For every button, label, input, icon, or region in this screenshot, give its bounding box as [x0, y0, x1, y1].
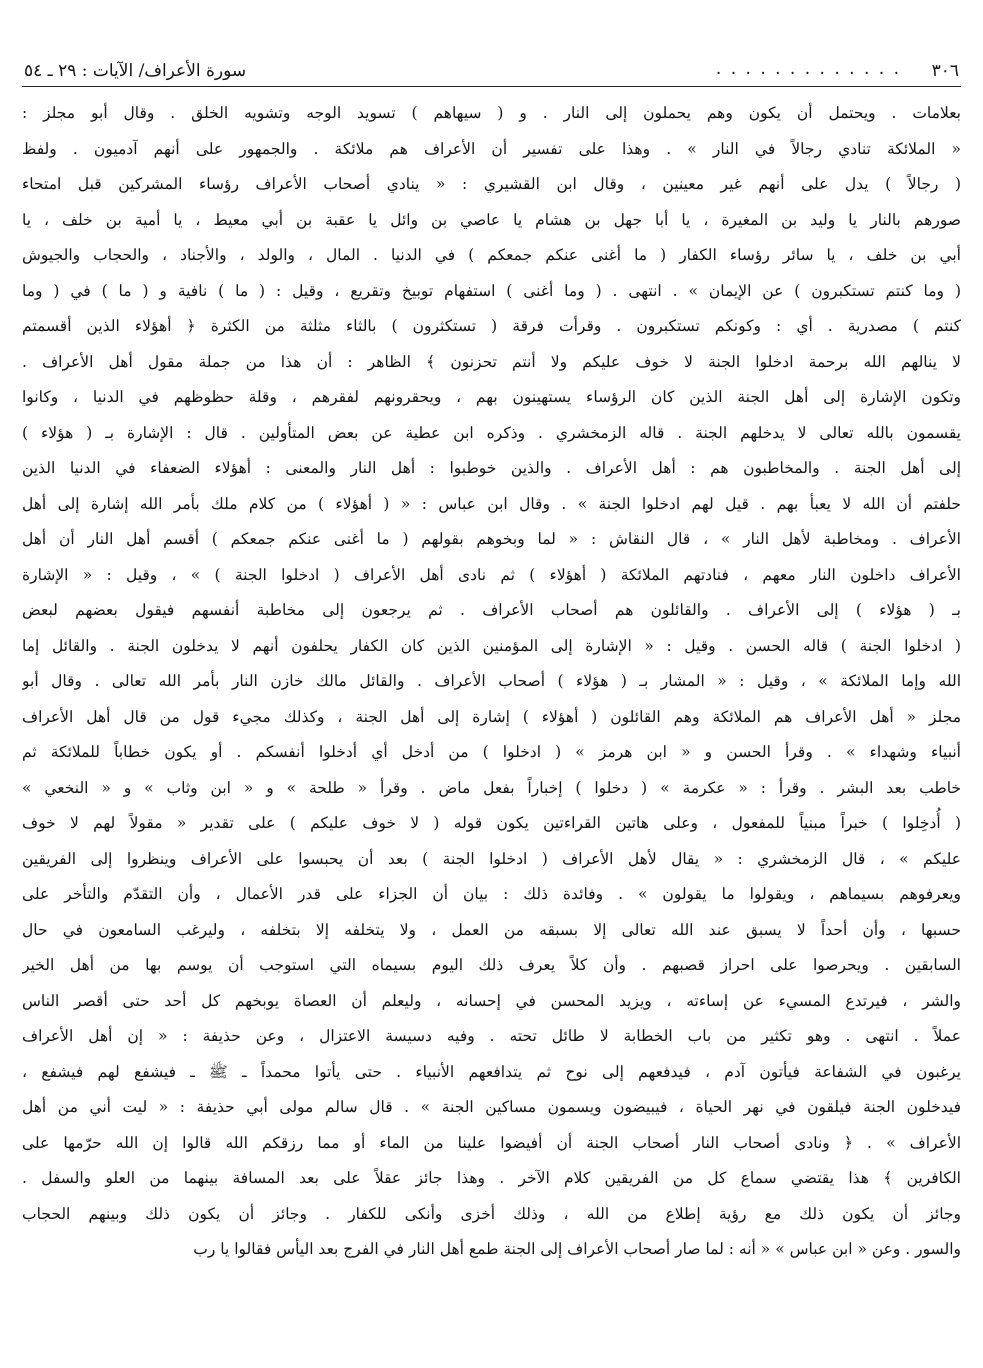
text-line: الأعراف . ومخاطبة لأهل النار » ، قال النقاش : « لما وبخوهم بقولهم ( ما أغنى عنكم جمعكم ) أقسم أهل النار أن أهل — [22, 530, 961, 548]
running-header — [22, 58, 961, 87]
text-line: حسبها ، وأن أحداً لا يسبق عند الله تعالى إلا بسبقه من العمل ، ولا يتخلفه إلا بتخلفه ، وليرغب السامعون في حال — [22, 920, 961, 939]
text-line: وتكون الإشارة إلى أهل الجنة الذين كان الرؤساء يستهينون بهم ، ويحقرونهم لفقرهم ، وقلة حظوظهم في الدنيا ، وكانوا — [22, 388, 961, 406]
text-line: ( وما كنتم تستكبرون ) عن الإيمان » . انتهى . ( وما أغنى ) استفهام توبيخ وتقريع ، وقيل : ( ما ) نافية و ( ما ) في ( وما — [22, 281, 961, 300]
text-line: إلى أهل الجنة . والمخاطبون هم : أهل الأعراف . والذين خوطبوا : أهل النار والمعنى : أهؤلاء الضعفاء في الدنيا الذين — [22, 459, 961, 477]
text-line: والسور . وعن « ابن عباس » « أنه : لما صار أصحاب الأعراف إلى الجنة طمع أهل النار في الفرج بعد اليأس فقالوا يا رب — [193, 1240, 961, 1258]
text-line: أبي بن خلف ، يا سائر رؤساء الكفار ( ما أغنى عنكم جمعكم ) في الدنيا . المال ، والولد ، والأجناد ، والحجاب والجيوش — [22, 246, 961, 264]
page-number: ٣٠٦ — [931, 61, 959, 81]
header-dots: . . . . . . . . . . . . . — [715, 59, 901, 79]
text-line: فيدخلون الجنة فيلقون في نهر الحياة ، فيبيضون ويسمون مساكين الجنة » . قال سالم مولى أبي حذيفة : « ليت أني من أهل — [22, 1098, 961, 1116]
text-line: ( أُدخِلوا ) خبراً مبنياً للمفعول ، وعلى هاتين القراءتين يكون قوله ( لا خوف عليكم ) على تقدير « مقولاً لهم لا خوف — [22, 814, 961, 832]
text-line: الأعراف داخلون النار معهم ، فنادتهم الملائكة ( أهؤلاء ) ثم نادى أهل الأعراف ( ادخلوا الجنة ) » ، وقيل : « الإشارة — [22, 565, 961, 584]
text-line: أنبياء وشهداء » . وقرأ الحسن و « ابن هرمز » ( ادخلوا ) من أدخل أي أدخلوا أنفسكم . أو يكون خطاباً للملائكة ثم — [22, 743, 961, 761]
text-line: ( ادخلوا الجنة ) قاله الحسن . وقيل : « الإشارة إلى المؤمنين الذين كان الكفار يحلفون أنهم لا يدخلون الجنة . والقائل إما — [22, 636, 961, 655]
text-line: كنتم ) مصدرية . أي : وكونكم تستكبرون . وقرأت فرقة ( تستكثرون ) بالثاء مثلثة من الكثرة ﴿ أهؤلاء الذين أقسمتم — [22, 317, 961, 335]
text-line: يرغبون في الشفاعة فيأتون آدم ، فيدفعهم إلى نوح ثم يتدافعهم الأنبياء . حتى يأتوا محمداً ـ ﷺ ـ فيشفع لهم فيشفع ، — [22, 1062, 961, 1081]
text-line: « الملائكة تنادي رجالاً في النار » . وهذا على تفسير أن الأعراف هم ملائكة . والجمهور على أنهم آدميون . ولفظ — [22, 139, 961, 158]
surah-reference: سورة الأعراف/ الآيات : ٢٩ ـ ٥٤ — [24, 61, 247, 81]
text-line: وجائز أن يكون ذلك مع رؤية إطلاع من الله ، وذلك أخزى وأنكى للكفار . وجائز أن يكون ذلك وبينهم الحجاب — [22, 1204, 961, 1223]
text-line: بـ ( هؤلاء ) إلى الأعراف . والقائلون هم أصحاب الأعراف . ثم يرجعون إلى مخاطبة أنفسهم فيقول بعضهم لبعض — [22, 601, 961, 619]
text-line: السابقين . ويحرصوا على احراز قصبهم . وأن كلاً يعرف ذلك اليوم بسيماه التي استوجب أن يوسم بها من أهل الخير — [22, 956, 961, 974]
text-line: الأعراف » . ﴿ ونادى أصحاب النار أصحاب الجنة أن أفيضوا علينا من الماء أو مما رزقكم الله قالوا إن الله حرّمها على — [22, 1133, 961, 1152]
text-line: ويعرفوهم بسيماهم ، ويقولوا ما يقولون » . وفائدة ذلك : بيان أن الجزاء على قدر الأعمال ، وأن التقدّم والتأخر على — [22, 885, 961, 903]
text-line: لا ينالهم الله برحمة ادخلوا الجنة لا خوف عليكم ولا أنتم تحزنون ﴾ الظاهر : أن هذا من جملة مقول أهل الأعراف . — [22, 352, 961, 371]
text-line: صورهم بالنار يا وليد بن المغيرة ، يا أبا جهل بن هشام يا عاصي بن وائل يا عقبة بن أبي معيط ، يا أمية بن خلف ، يا — [22, 210, 961, 229]
text-line: ( رجالاً ) يدل على أنهم غير معينين ، وقال ابن القشيري : « ينادي أصحاب الأعراف رؤساء المشركين قبل امتحاء — [22, 175, 961, 193]
text-line: خاطب بعد البشر . وقرأ : « عكرمة » ( دخلوا ) إخباراً بفعل ماض . وقرأ « طلحة » و « ابن وثاب » و « النخعي » — [22, 778, 961, 797]
text-line: يقسمون بالله تعالى لا يدخلهم الجنة . قاله الزمخشري . وذكره ابن عطية عن بعض المتأولين . قال : الإشارة بـ ( هؤلاء ) — [22, 423, 961, 442]
text-line: الله وإما الملائكة » ، وقيل : « المشار بـ ( هؤلاء ) أصحاب الأعراف . والقائل مالك خازن النار بأمر الله تعالى . وقال أبو — [22, 672, 961, 690]
text-line: مجلز « أهل الأعراف هم الملائكة وهم القائلون ( أهؤلاء ) إشارة إلى أهل الجنة ، وكذلك مجيء قول من قال أهل الأعراف — [22, 707, 961, 726]
text-line: والشر ، فيرتدع المسيء عن إساءته ، ويزيد المحسن في إحسانه ، وليعلم أن العصاة يوبخهم كل أحد حتى أقصر الناس — [22, 991, 961, 1010]
text-line: الكافرين ﴾ هذا يقتضي سماع كل من الفريقين كلام الآخر . وهذا جائز عقلاً على بعد المسافة بينهما من العلو والسفل . — [22, 1169, 961, 1187]
text-line: بعلامات . ويحتمل أن يكون وهم يحملون إلى النار . و ( سيهاهم ) تسويد الوجه وتشويه الخلق . وقال أبو مجلز : — [22, 104, 961, 122]
text-line: حلفتم أن الله لا يعبأ بهم . قيل لهم ادخلوا الجنة » . وقال ابن عباس : « ( أهؤلاء ) من كلام ملك بأمر الله إشارة إلى أهل — [22, 494, 961, 513]
body-text — [22, 96, 961, 1268]
text-line: عملاً . انتهى . وهو تكثير من باب الخطابة لا طائل تحته . وفيه دسيسة الاعتزال ، وعن حذيفة : « إن أهل الأعراف — [22, 1027, 961, 1045]
text-line: عليكم » ، قال الزمخشري : « يقال لأهل الأعراف ( ادخلوا الجنة ) بعد أن يحبسوا على الأعراف وينظروا إلى الفريقين — [22, 849, 961, 868]
